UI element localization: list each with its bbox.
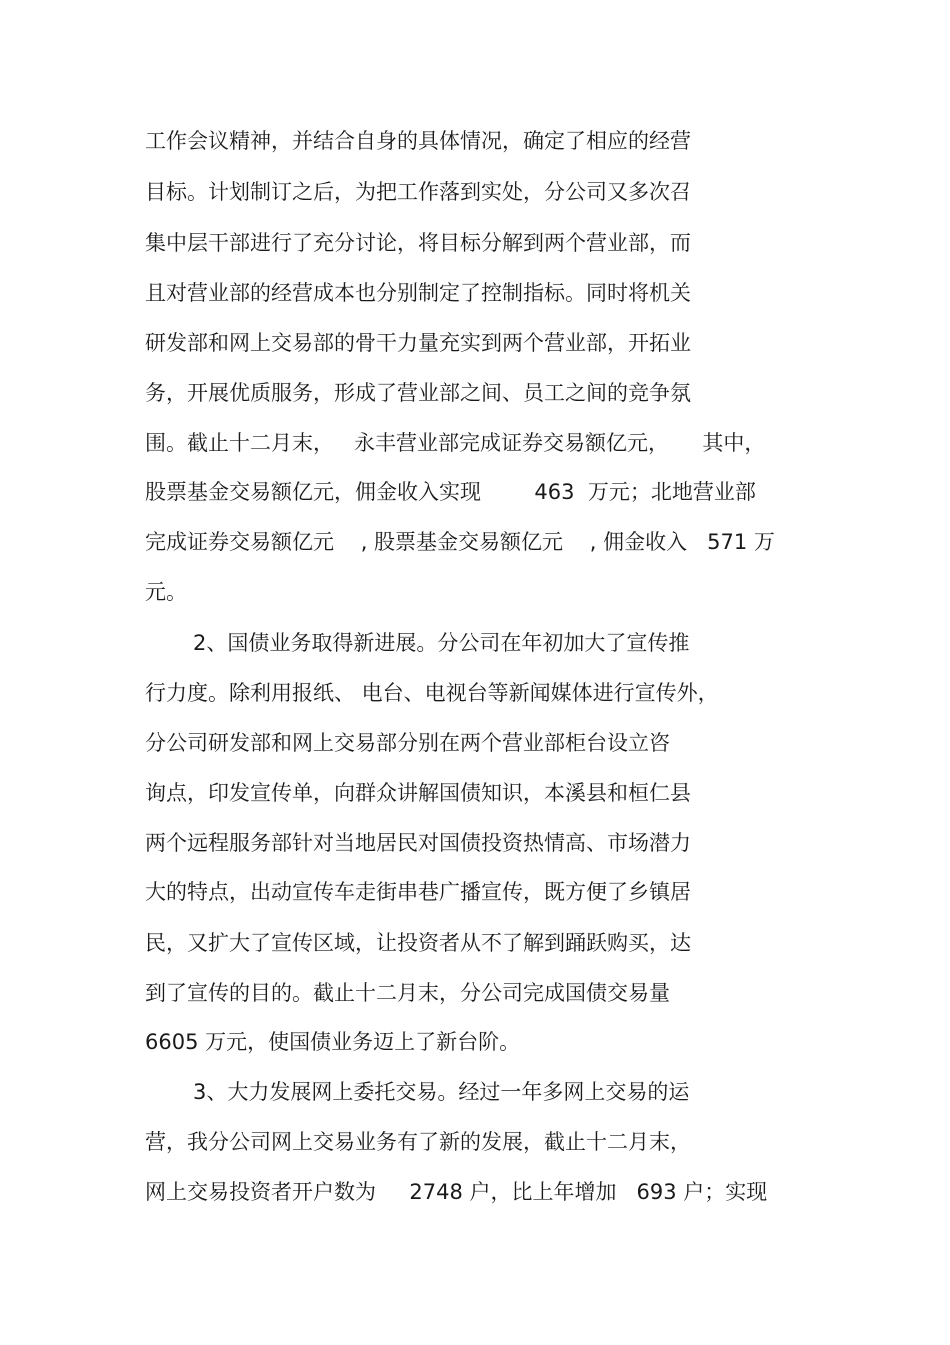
paragraph-line: 民，又扩大了宣传区域，让投资者从不了解到踊跃购买，达 xyxy=(145,931,691,955)
paragraph-line: 务，开展优质服务，形成了营业部之间、员工之间的竞争氛 xyxy=(145,381,691,405)
paragraph-line: 且对营业部的经营成本也分别制定了控制指标。同时将机关 xyxy=(145,281,691,305)
paragraph-line: 元。 xyxy=(145,580,187,604)
paragraph-line: 目标。计划制订之后，为把工作落到实处，分公司又多次召 xyxy=(145,180,691,204)
paragraph-line: 集中层干部进行了充分讨论，将目标分解到两个营业部，而 xyxy=(145,231,691,255)
paragraph-line: 两个远程服务部针对当地居民对国债投资热情高、市场潜力 xyxy=(145,831,691,855)
paragraph-line: 到了宣传的目的。截止十二月末，分公司完成国债交易量 xyxy=(145,981,670,1005)
paragraph-line: 网上交易投资者开户数为 2748 户，比上年增加 693 户；实现 xyxy=(145,1180,768,1204)
paragraph-line: 分公司研发部和网上交易部分别在两个营业部柜台设立咨 xyxy=(145,731,670,755)
paragraph-line: 围。截止十二月末， 永丰营业部完成证券交易额亿元， 其中， xyxy=(145,431,766,455)
paragraph-line: 股票基金交易额亿元，佣金收入实现 463 万元；北地营业部 xyxy=(145,480,756,504)
paragraph-line: 营，我分公司网上交易业务有了新的发展，截止十二月末， xyxy=(145,1130,691,1154)
paragraph-line: 完成证券交易额亿元 , 股票基金交易额亿元 , 佣金收入 571 万 xyxy=(145,530,775,554)
paragraph-line: 行力度。除利用报纸、 电台、电视台等新闻媒体进行宣传外， xyxy=(145,681,719,705)
paragraph-line: 6605 万元，使国债业务迈上了新台阶。 xyxy=(145,1030,521,1054)
paragraph-line: 工作会议精神，并结合自身的具体情况，确定了相应的经营 xyxy=(145,129,691,153)
paragraph-line: 2、国债业务取得新进展。分公司在年初加大了宣传推 xyxy=(193,631,690,655)
paragraph-line: 大的特点，出动宣传车走街串巷广播宣传，既方便了乡镇居 xyxy=(145,880,691,904)
paragraph-line: 询点，印发宣传单，向群众讲解国债知识，本溪县和桓仁县 xyxy=(145,781,691,805)
paragraph-line: 研发部和网上交易部的骨干力量充实到两个营业部，开拓业 xyxy=(145,331,691,355)
paragraph-line: 3、大力发展网上委托交易。经过一年多网上交易的运 xyxy=(193,1080,690,1104)
